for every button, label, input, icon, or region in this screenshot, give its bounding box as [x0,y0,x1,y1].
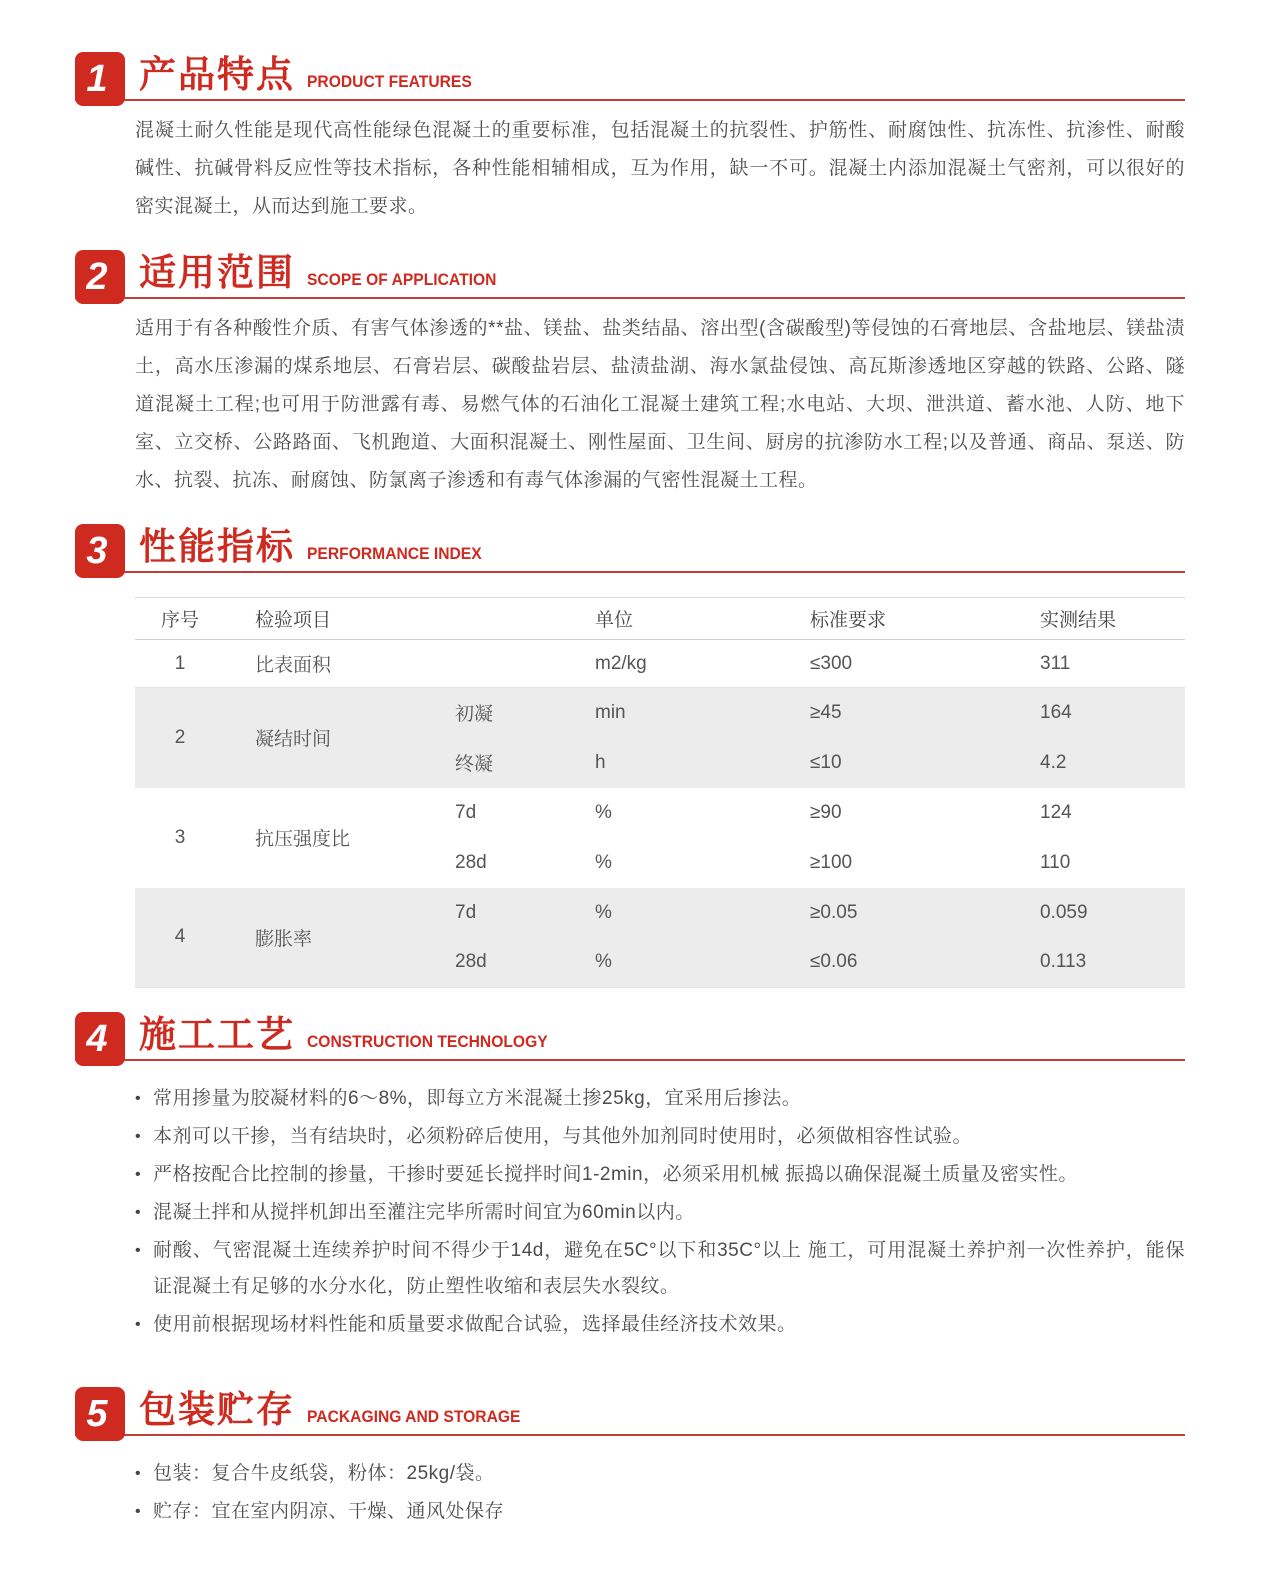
cell-unit: h [595,751,606,773]
section-titles [125,1391,539,1434]
cell-requirement: ≥0.05 [810,901,858,923]
cell-subitem: 28d [455,951,487,973]
performance-table-header [135,598,1185,640]
list-item: • 耐酸、气密混凝土连续养护时间不得少于14d，避免在5C°以下和35C°以上 施工，可用混凝土养护剂一次性养护，能保证混凝土有足够的水分水化，防止塑性收缩和表层失水裂纹。 [135,1233,1185,1305]
section-header [75,1387,1185,1436]
cell-no: 2 [174,726,186,748]
list-item: • 混凝土拌和从搅拌机卸出至灌注完毕所需时间宜为60min以内。 [135,1195,1185,1231]
section-header [75,52,1185,101]
section-titles [125,1016,569,1059]
cell-result: 4.2 [1040,751,1067,773]
list-item: • 包装：复合牛皮纸袋，粉体：25kg/袋。 [135,1456,1185,1492]
cell-requirement: ≤300 [810,652,853,674]
cell-subitem: 初凝 [455,704,494,726]
section-number-badge: 4 [75,1012,125,1066]
col-header-result: 实测结果 [1040,610,1117,631]
cell-requirement: ≥90 [810,801,842,823]
list-item: • 使用前根据现场材料性能和质量要求做配合试验，选择最佳经济技术效果。 [135,1307,1185,1343]
table-row [135,688,1185,738]
section-titles [125,56,486,99]
section-title-zh: 性能指标 [139,526,295,567]
cell-item: 比表面积 [255,655,332,676]
section-performance-index [75,524,1185,988]
cell-subitem: 7d [455,801,477,823]
cell-no: 4 [174,926,186,948]
section-title-zh: 施工工艺 [139,1014,295,1055]
section-product-features [75,52,1185,226]
list-item: • 严格按配合比控制的掺量，干掺时要延长搅拌时间1-2min，必须采用机械 振捣以确保混凝土质量及密实性。 [135,1157,1185,1193]
cell-item: 膨胀率 [255,928,313,950]
section-title-zh: 产品特点 [139,54,295,95]
cell-unit: % [595,851,612,873]
section-number-badge: 5 [75,1387,125,1441]
list-item: • 本剂可以干掺，当有结块时，必须粉碎后使用，与其他外加剂同时使用时，必须做相容性试验。 [135,1119,1185,1155]
section-title-zh: 包装贮存 [139,1389,295,1430]
table-row [135,888,1185,938]
packaging-bullet-list [135,1456,1185,1530]
cell-result: 164 [1040,701,1072,723]
section-header [75,250,1185,299]
section-body-text: 混凝土耐久性能是现代高性能绿色混凝土的重要标准，包括混凝土的抗裂性、护筋性、耐腐蚀性、抗冻性、抗渗性、耐酸碱性、抗碱骨料反应性等技术指标，各种性能相辅相成，互为作用，缺一不可。混凝土内添加混凝土气密剂，可以很好的密实混凝土，从而达到施工要求。 [135,120,1185,217]
section-number-badge: 3 [75,524,125,578]
cell-unit: % [595,901,612,923]
cell-result: 0.113 [1040,951,1087,973]
cell-unit: m2/kg [595,652,647,674]
cell-unit: % [595,801,612,823]
section-title-en: PACKAGING AND STORAGE [307,1407,521,1426]
section-titles [125,254,513,297]
list-item: • 常用掺量为胶凝材料的6～8%，即每立方米混凝土掺25kg，宜采用后掺法。 [135,1081,1185,1117]
section-title-en: CONSTRUCTION TECHNOLOGY [307,1032,548,1051]
section-titles [125,528,497,571]
cell-result: 311 [1040,652,1071,674]
col-header-requirement: 标准要求 [810,610,887,631]
section-construction-technology [75,1012,1185,1343]
cell-result: 0.059 [1040,901,1088,923]
cell-requirement: ≥45 [810,701,842,723]
section-header [75,1012,1185,1061]
performance-table [135,597,1185,988]
col-header-unit: 单位 [595,610,634,631]
section-header [75,524,1185,573]
cell-subitem: 7d [455,901,477,923]
cell-requirement: ≤10 [810,751,842,773]
section-number-badge: 1 [75,52,125,106]
cell-result: 124 [1040,801,1072,823]
construction-bullet-list [135,1081,1185,1343]
cell-unit: min [595,701,626,723]
cell-item: 抗压强度比 [255,829,351,850]
col-header-item: 检验项目 [255,610,332,631]
col-header-no: 序号 [160,610,199,631]
cell-requirement: ≤0.06 [810,951,858,973]
section-number-badge: 2 [75,250,125,304]
section-scope-of-application [75,250,1185,500]
table-row [135,788,1185,838]
cell-subitem: 28d [455,851,487,873]
cell-subitem: 终凝 [455,754,494,775]
cell-no: 3 [174,826,186,848]
cell-requirement: ≥100 [810,851,853,873]
list-item: • 贮存：宜在室内阴凉、干燥、通风处保存 [135,1494,1185,1530]
section-title-zh: 适用范围 [139,252,295,293]
section-title-en: SCOPE OF APPLICATION [307,270,497,289]
cell-item: 凝结时间 [255,729,332,751]
section-title-en: PRODUCT FEATURES [307,72,472,91]
section-body-text: 适用于有各种酸性介质、有害气体渗透的**盐、镁盐、盐类结晶、溶出型(含碳酸型)等侵蚀的石膏地层、含盐地层、镁盐渍土，高水压渗漏的煤系地层、石膏岩层、碳酸盐岩层、盐渍盐湖、海水氯盐侵蚀、高瓦斯渗透地区穿越的铁路、公路、隧道混凝土工程;也可用于防泄露有毒、易燃气体的石油化工混凝土建筑工程;水电站、大坝、泄洪道、蓄水池、人防、地下室、立交桥、公路路面、飞机跑道、大面积混凝土、刚性屋面、卫生间、厨房的抗渗防水工程;以及普通、商品、泵送、防水、抗裂、抗冻、耐腐蚀、防氯离子渗透和有毒气体渗漏的气密性混凝土工程。 [135,318,1185,491]
table-row [135,640,1185,688]
cell-unit: % [595,951,612,973]
section-title-en: PERFORMANCE INDEX [307,544,482,563]
cell-result: 110 [1040,851,1071,873]
cell-no: 1 [174,652,186,674]
section-packaging-and-storage [75,1387,1185,1530]
